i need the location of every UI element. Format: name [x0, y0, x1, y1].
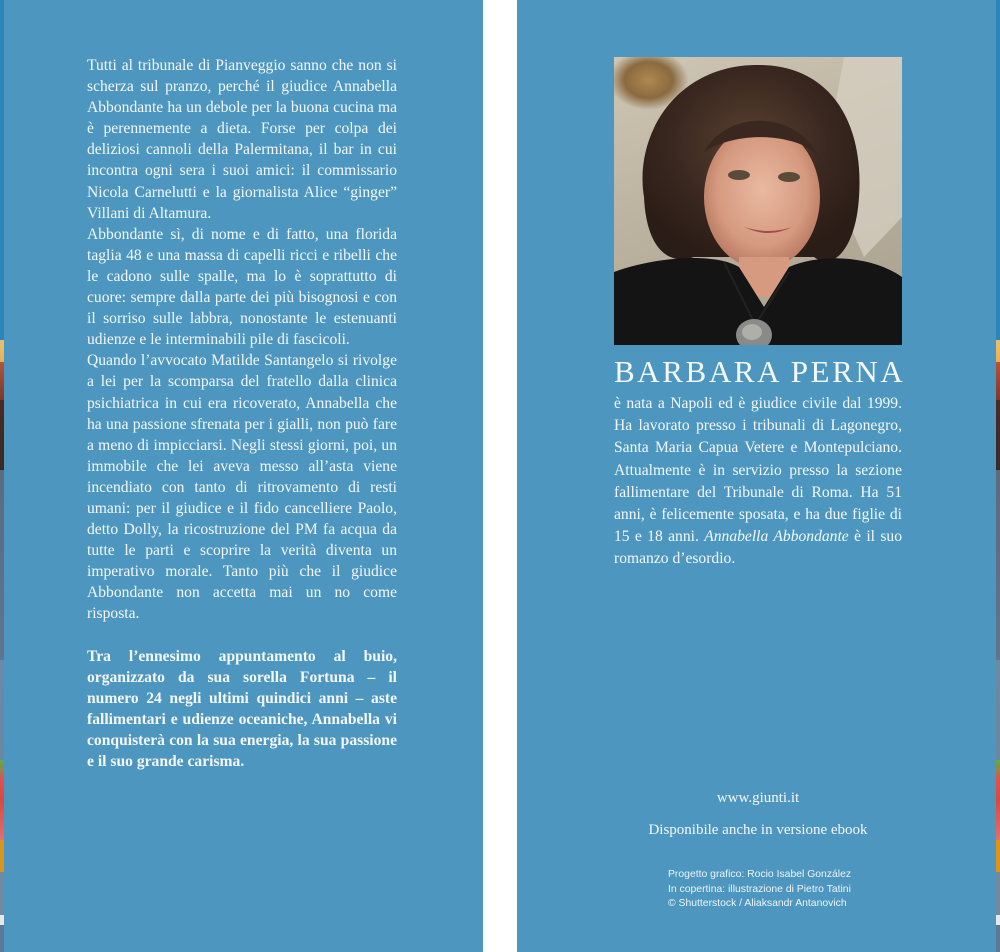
author-bio: [614, 393, 902, 571]
ebook-availability-note: Disponibile anche in versione ebook: [648, 822, 868, 838]
author-photo: [614, 57, 902, 345]
author-bio-tail: è il suo romanzo d’esordio.: [614, 528, 902, 568]
credit-cover-illustration: In copertina: illustrazione di Pietro Tatini: [668, 883, 851, 895]
back-flap-panel: [0, 0, 483, 952]
credit-photo: © Shutterstock / Aliaksandr Antanovich: [668, 898, 847, 910]
cover-illustration-edge: [996, 0, 1000, 952]
publisher-website: www.giunti.it: [716, 790, 800, 806]
blurb-closing-bold: Tra l’ennesimo appuntamento al buio, organizzato da sua sorella Fortuna – il numero 24 negli ultimi quindici anni – aste fallimentari e udienze oceaniche, Annabella vi conquisterà con la sua energia, la sua passione e il suo grande carisma.: [87, 647, 397, 770]
book-blurb: [87, 55, 397, 772]
credit-design: Progetto grafico: Rocio Isabel González: [668, 869, 852, 880]
author-name: BARBARA PERNA: [614, 354, 906, 389]
cover-illustration-edge: [0, 0, 4, 952]
blurb-paragraph: Quando l’avvocato Matilde Santangelo si rivolge a lei per la scomparsa del fratello dalla clinica psichiatrica in cui era ricoverato, Annabella che ha una passione sfrenata per i gialli, non può fare a meno di impicciarsi. Negli stessi giorni, poi, un immobile che lei aveva messo all’asta viene incendiato con tanto di ritrovamento di resti umani: per il giudice e il fido cancelliere Paolo, detto Dolly, la ricostruzione del PM fa acqua da tutte le parti e scoprire la verità diventa un imperativo morale. Tanto più che il giudice Abbondante non accetta mai un no come risposta.: [87, 352, 397, 623]
blurb-paragraph: Abbondante sì, di nome e di fatto, una florida taglia 48 e una massa di capelli ricci e ribelli che le cadono sulle spalle, ma lo è soprattutto di cuore: sempre dalla parte dei più bisognosi e con il sorriso sulle labbra, nonostante le estenuanti udienze e le interminabili pile di fascicoli.: [87, 225, 397, 349]
book-title: Annabella Abbondante: [704, 528, 849, 546]
portrait-image: [614, 57, 902, 345]
author-bio-text: è nata a Napoli ed è giudice civile dal 1999. Ha lavorato presso i tribunali di Lagonegro, Santa Maria Capua Vetere e Montepulciano. Attualmente è in servizio presso la sezione fallimentare del Tribunale di Roma. Ha 51 anni, è felicemente sposata, e ha due figlie di 15 e 18 anni.: [614, 395, 902, 546]
credits: [668, 868, 888, 912]
blurb-paragraph: Tutti al tribunale di Pianveggio sanno che non si scherza sul pranzo, perché il giudice Annabella Abbondante ha un debole per la buona cucina ma è perennemente a dieta. Forse per colpa dei deliziosi cannoli della Palermitana, il bar in cui incontra ogni sera i suoi amici: il commissario Nicola Carnelutti e la giornalista Alice “ginger” Villani di Altamura.: [87, 57, 397, 222]
